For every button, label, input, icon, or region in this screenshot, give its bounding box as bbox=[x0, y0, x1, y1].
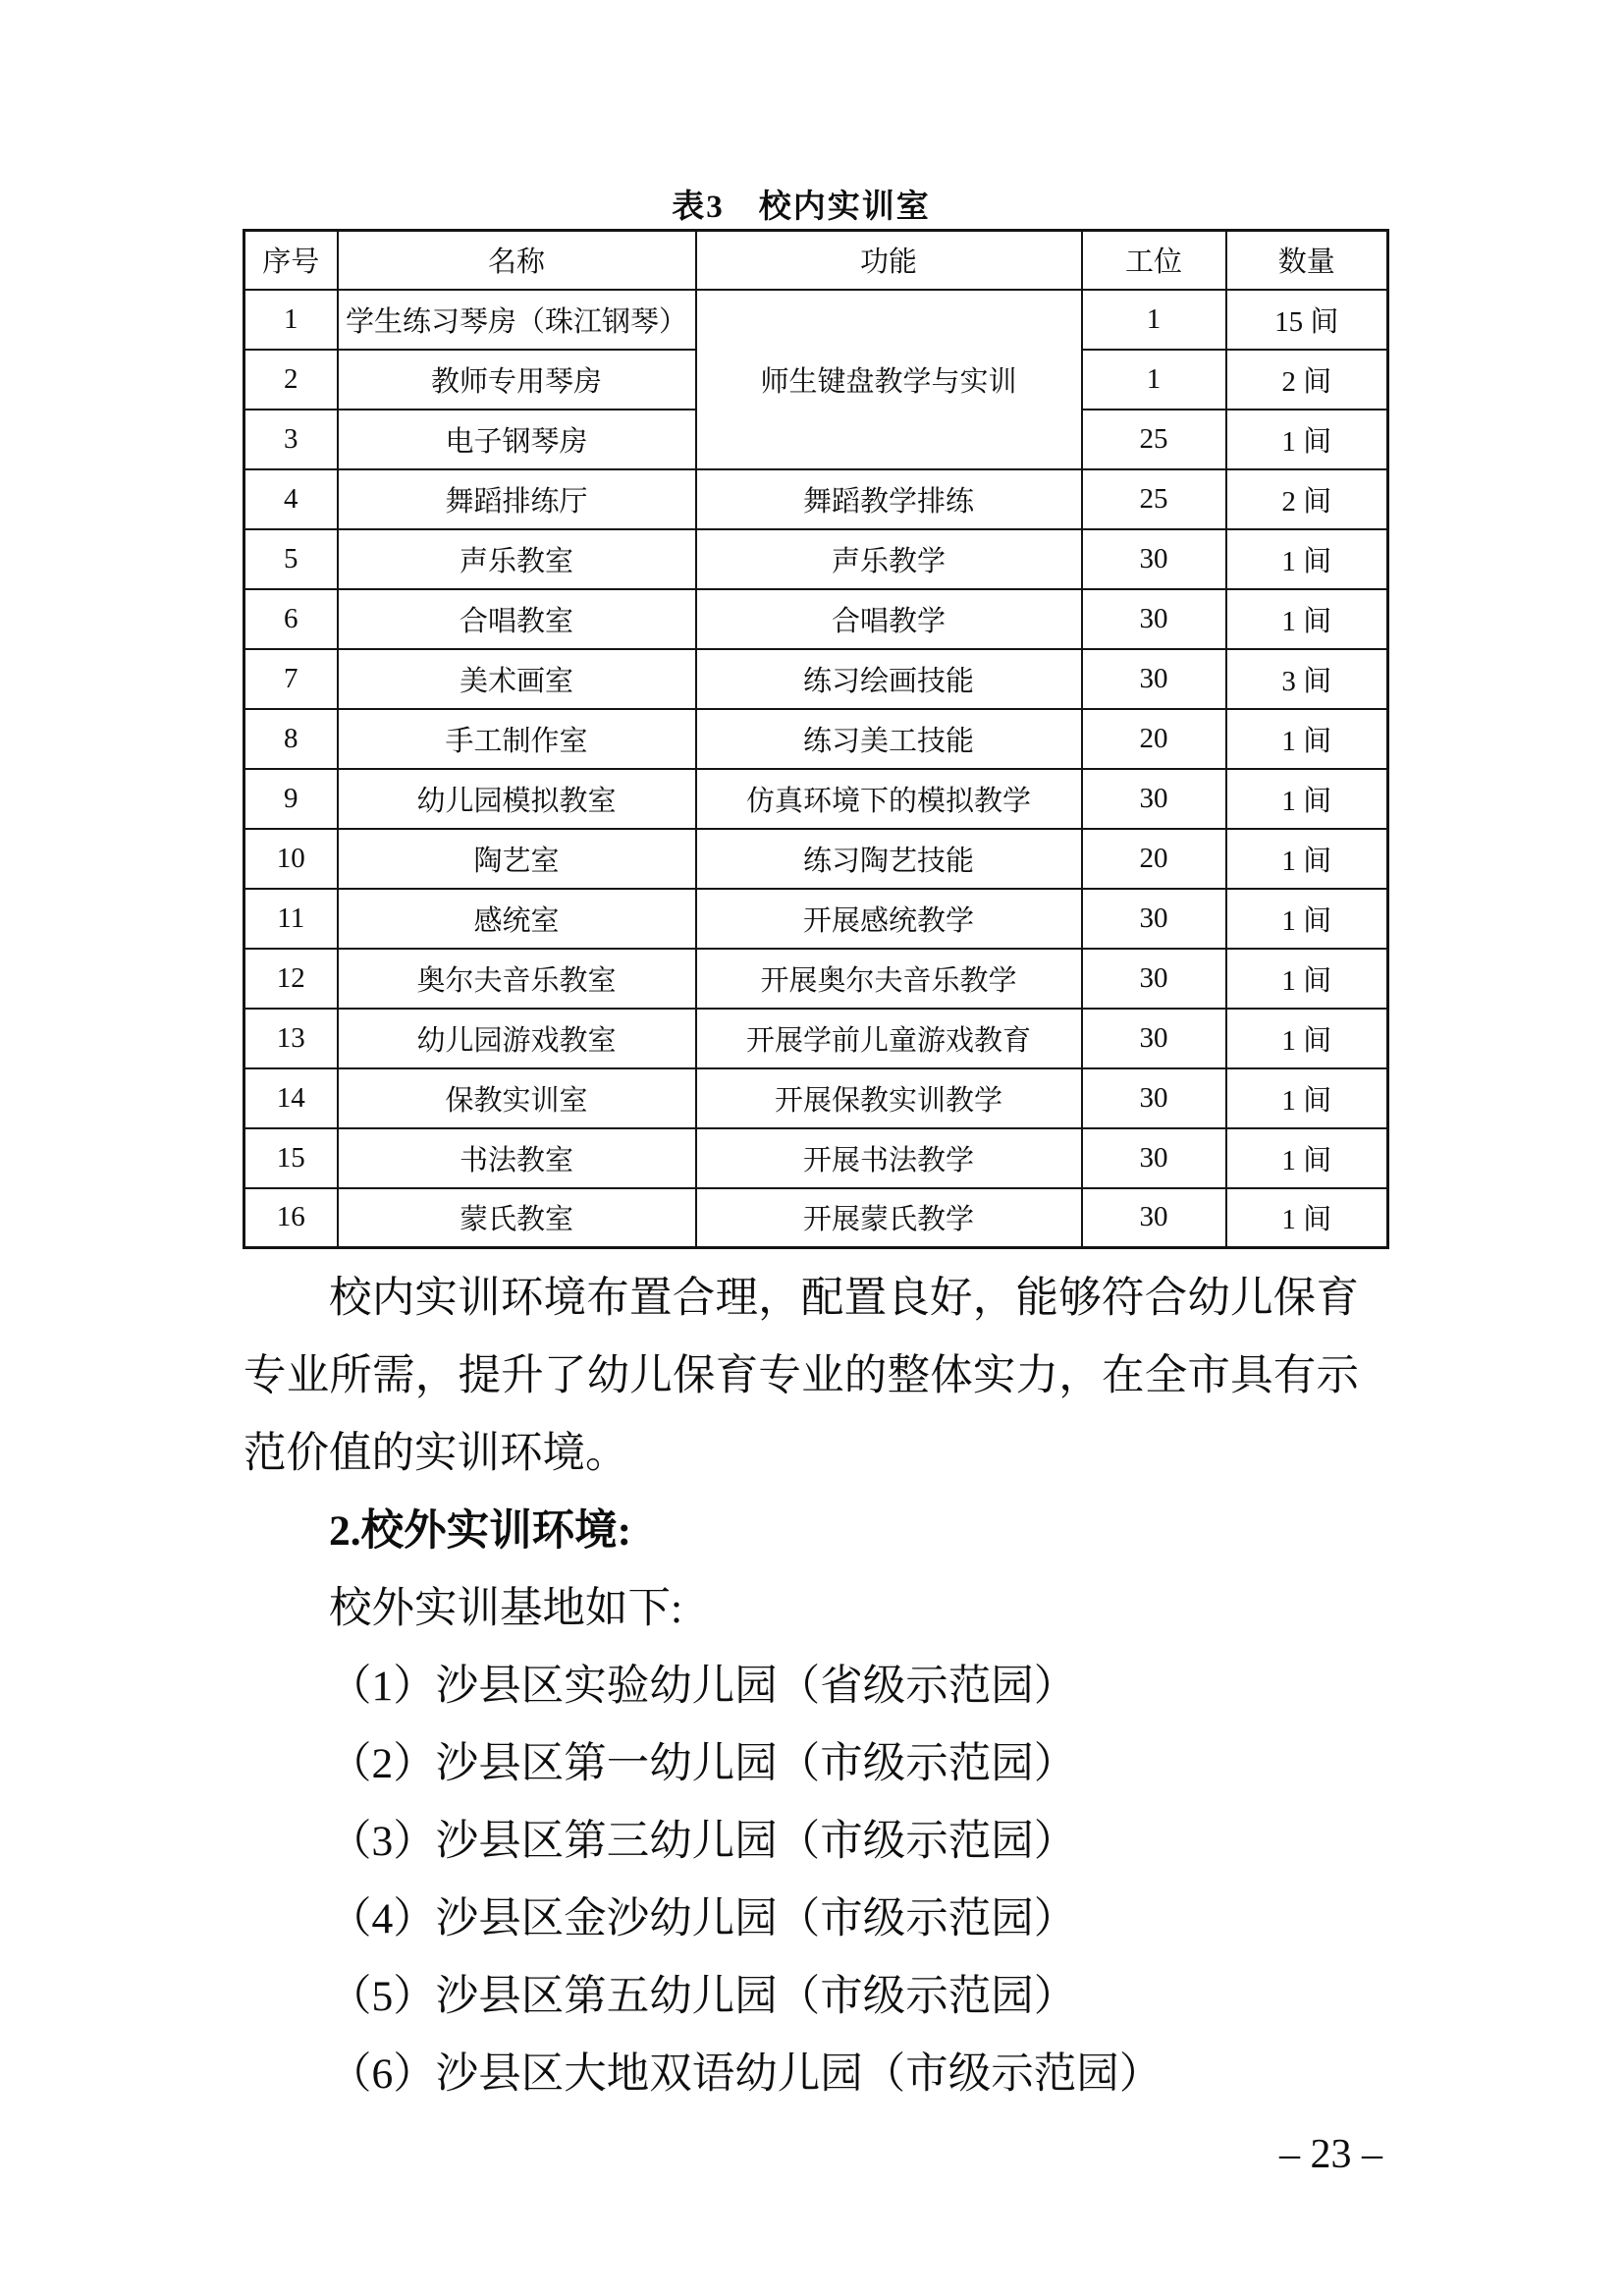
table-cell: 16 bbox=[244, 1188, 338, 1248]
table-cell: 1 间 bbox=[1226, 1068, 1388, 1128]
table-cell: 30 bbox=[1082, 1009, 1226, 1068]
body-paragraph: 校内实训环境布置合理，配置良好，能够符合幼儿保育专业所需，提升了幼儿保育专业的整体实力，在全市具有示范价值的实训环境。 bbox=[243, 1275, 1359, 1477]
list-item: （4）沙县区金沙幼儿园（市级示范园） bbox=[329, 1895, 1077, 1942]
table-cell: 感统室 bbox=[338, 889, 696, 949]
list-item: （3）沙县区第三幼儿园（市级示范园） bbox=[329, 1818, 1077, 1865]
table-cell: 开展书法教学 bbox=[696, 1128, 1082, 1188]
table-cell: 2 间 bbox=[1226, 469, 1388, 529]
table-cell: 1 间 bbox=[1226, 829, 1388, 889]
header-cell-name: 名称 bbox=[338, 231, 696, 290]
table-cell: 电子钢琴房 bbox=[338, 410, 696, 469]
page-number: – 23 – bbox=[1279, 2132, 1382, 2177]
table-cell: 手工制作室 bbox=[338, 709, 696, 769]
table-cell: 1 间 bbox=[1226, 1009, 1388, 1068]
table-cell: 蒙氏教室 bbox=[338, 1188, 696, 1248]
list-item: （6）沙县区大地双语幼儿园（市级示范园） bbox=[329, 2050, 1163, 2098]
table-cell: 15 bbox=[244, 1128, 338, 1188]
header-cell-no: 序号 bbox=[244, 231, 338, 290]
table-row bbox=[244, 1188, 1388, 1248]
list-item: （5）沙县区第五幼儿园（市级示范园） bbox=[329, 1973, 1077, 2020]
table-cell: 幼儿园游戏教室 bbox=[338, 1009, 696, 1068]
table-cell: 2 bbox=[244, 350, 338, 410]
body-text bbox=[243, 1260, 1359, 2113]
table-cell: 1 间 bbox=[1226, 529, 1388, 589]
table-cell: 1 bbox=[244, 290, 338, 350]
table-cell: 舞蹈教学排练 bbox=[696, 469, 1082, 529]
table-cell: 3 间 bbox=[1226, 649, 1388, 709]
table-cell-merged-function: 师生键盘教学与实训 bbox=[696, 290, 1082, 469]
table-cell: 30 bbox=[1082, 1188, 1226, 1248]
list-intro: 校外实训基地如下: bbox=[329, 1585, 683, 1632]
table-row bbox=[244, 889, 1388, 949]
table-cell: 30 bbox=[1082, 949, 1226, 1009]
table-cell: 教师专用琴房 bbox=[338, 350, 696, 410]
table-cell: 奥尔夫音乐教室 bbox=[338, 949, 696, 1009]
table-cell: 开展奥尔夫音乐教学 bbox=[696, 949, 1082, 1009]
table-cell: 1 间 bbox=[1226, 1188, 1388, 1248]
table-cell: 1 bbox=[1082, 290, 1226, 350]
table-row bbox=[244, 1128, 1388, 1188]
table-cell: 13 bbox=[244, 1009, 338, 1068]
table-cell: 1 间 bbox=[1226, 589, 1388, 649]
table-cell: 30 bbox=[1082, 529, 1226, 589]
table-header-row bbox=[244, 231, 1388, 290]
header-cell-function: 功能 bbox=[696, 231, 1082, 290]
table-cell: 3 bbox=[244, 410, 338, 469]
table-cell: 11 bbox=[244, 889, 338, 949]
table-cell: 25 bbox=[1082, 410, 1226, 469]
table-cell: 开展保教实训教学 bbox=[696, 1068, 1082, 1128]
table-cell: 20 bbox=[1082, 709, 1226, 769]
table-cell: 合唱教室 bbox=[338, 589, 696, 649]
table-cell: 陶艺室 bbox=[338, 829, 696, 889]
table-cell: 保教实训室 bbox=[338, 1068, 696, 1128]
table-cell: 仿真环境下的模拟教学 bbox=[696, 769, 1082, 829]
table-cell: 4 bbox=[244, 469, 338, 529]
table-cell: 书法教室 bbox=[338, 1128, 696, 1188]
header-cell-workstations: 工位 bbox=[1082, 231, 1226, 290]
table-cell: 9 bbox=[244, 769, 338, 829]
table-cell: 1 间 bbox=[1226, 709, 1388, 769]
table-row bbox=[244, 469, 1388, 529]
table-cell: 1 间 bbox=[1226, 889, 1388, 949]
table-title: 表3 校内实训室 bbox=[672, 190, 931, 225]
table-cell: 合唱教学 bbox=[696, 589, 1082, 649]
table-cell: 声乐教学 bbox=[696, 529, 1082, 589]
table-cell: 2 间 bbox=[1226, 350, 1388, 410]
table-cell: 练习绘画技能 bbox=[696, 649, 1082, 709]
table-row bbox=[244, 1009, 1388, 1068]
table-cell: 30 bbox=[1082, 589, 1226, 649]
table-cell: 练习美工技能 bbox=[696, 709, 1082, 769]
table-cell: 6 bbox=[244, 589, 338, 649]
table-cell: 30 bbox=[1082, 1128, 1226, 1188]
table-cell: 1 间 bbox=[1226, 1128, 1388, 1188]
table-cell: 12 bbox=[244, 949, 338, 1009]
table-row bbox=[244, 709, 1388, 769]
table-row bbox=[244, 649, 1388, 709]
list-item: （2）沙县区第一幼儿园（市级示范园） bbox=[329, 1740, 1077, 1787]
table-cell: 学生练习琴房（珠江钢琴） bbox=[338, 290, 696, 350]
table-cell: 声乐教室 bbox=[338, 529, 696, 589]
table-row bbox=[244, 1068, 1388, 1128]
table-cell: 30 bbox=[1082, 769, 1226, 829]
training-rooms-table bbox=[243, 229, 1389, 1249]
table-cell: 美术画室 bbox=[338, 649, 696, 709]
table-cell: 舞蹈排练厅 bbox=[338, 469, 696, 529]
table-cell: 练习陶艺技能 bbox=[696, 829, 1082, 889]
table-row bbox=[244, 529, 1388, 589]
table-cell: 20 bbox=[1082, 829, 1226, 889]
table-row bbox=[244, 290, 1388, 350]
table-cell: 1 间 bbox=[1226, 410, 1388, 469]
table-cell: 1 间 bbox=[1226, 949, 1388, 1009]
table-cell: 25 bbox=[1082, 469, 1226, 529]
table-cell: 30 bbox=[1082, 889, 1226, 949]
table-cell: 幼儿园模拟教室 bbox=[338, 769, 696, 829]
table-cell: 7 bbox=[244, 649, 338, 709]
table-cell: 1 间 bbox=[1226, 769, 1388, 829]
table-row bbox=[244, 589, 1388, 649]
table-cell: 10 bbox=[244, 829, 338, 889]
table-cell: 30 bbox=[1082, 649, 1226, 709]
table-cell: 开展蒙氏教学 bbox=[696, 1188, 1082, 1248]
section-heading: 2.校外实训环境: bbox=[329, 1507, 632, 1555]
table-cell: 14 bbox=[244, 1068, 338, 1128]
table-cell: 15 间 bbox=[1226, 290, 1388, 350]
table-cell: 开展学前儿童游戏教育 bbox=[696, 1009, 1082, 1068]
table-cell: 30 bbox=[1082, 1068, 1226, 1128]
table-cell: 开展感统教学 bbox=[696, 889, 1082, 949]
table-cell: 5 bbox=[244, 529, 338, 589]
list-item: （1）沙县区实验幼儿园（省级示范园） bbox=[329, 1663, 1077, 1710]
header-cell-quantity: 数量 bbox=[1226, 231, 1388, 290]
table-cell: 1 bbox=[1082, 350, 1226, 410]
table-cell: 8 bbox=[244, 709, 338, 769]
table-row bbox=[244, 829, 1388, 889]
table-row bbox=[244, 949, 1388, 1009]
table-row bbox=[244, 769, 1388, 829]
